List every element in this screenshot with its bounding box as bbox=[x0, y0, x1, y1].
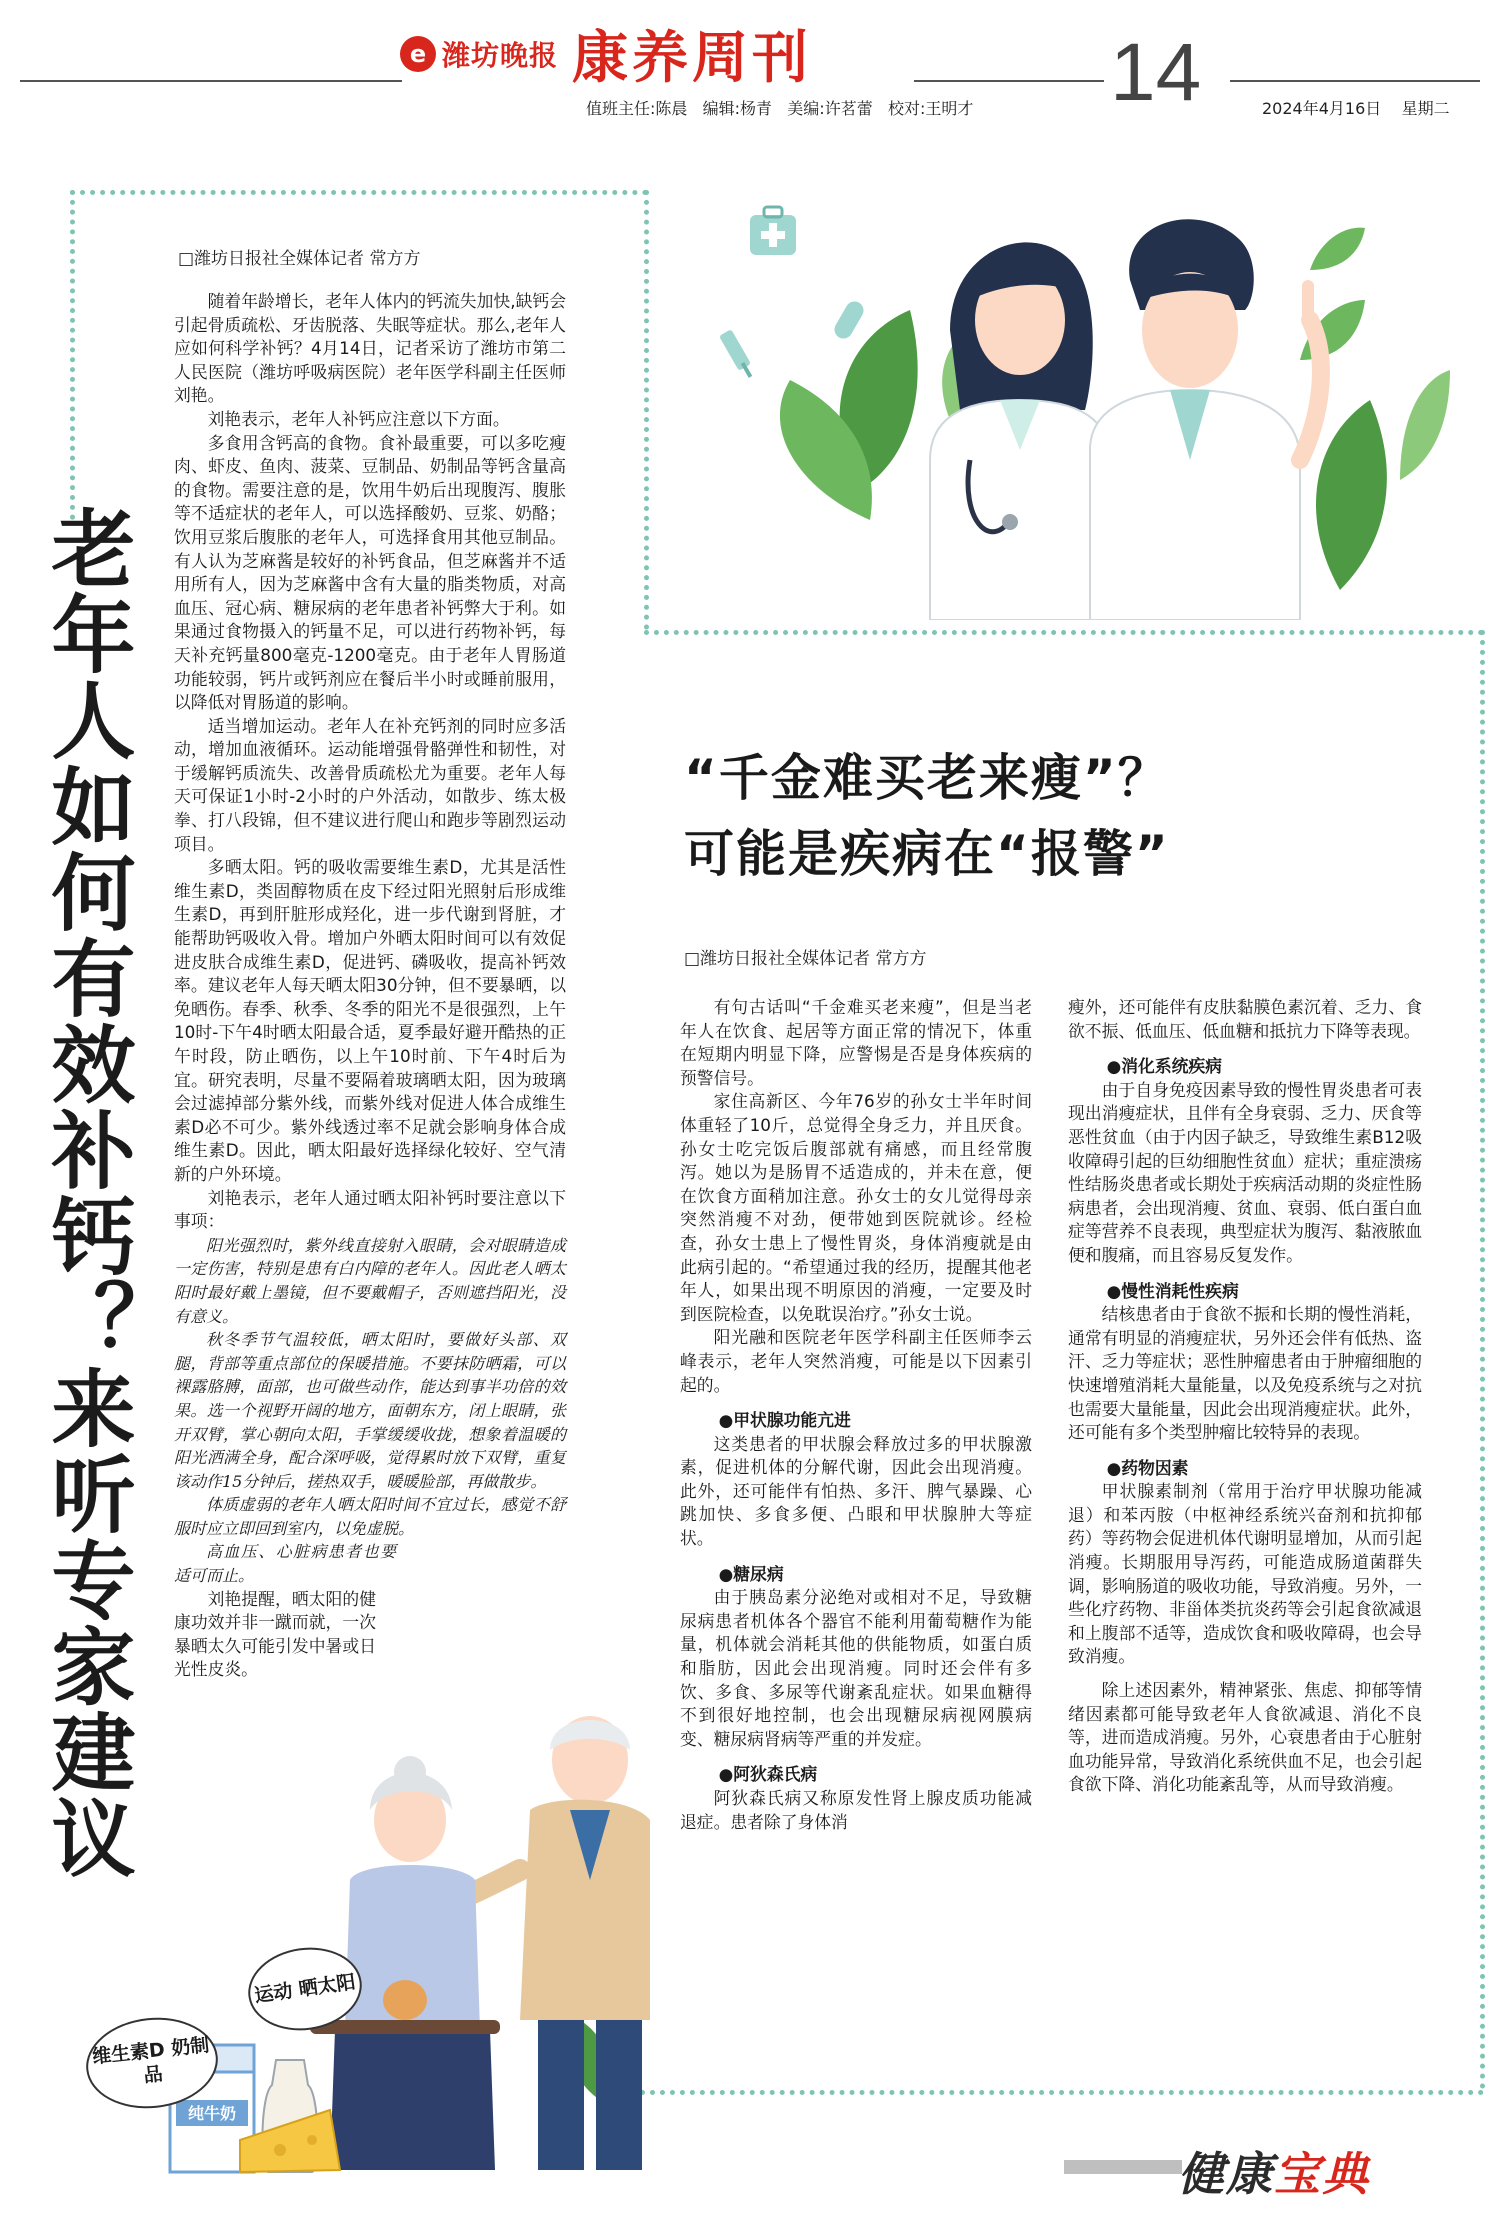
article2-headline-line1: “千金难买老来瘦”？ bbox=[684, 749, 1170, 807]
article1-tip: 阳光强烈时，紫外线直接射入眼睛，会对眼睛造成一定伤害，特别是患有白内障的老年人。因此老人晒太阳时最好戴上墨镜，但不要戴帽子，否则遮挡阳光，没有意义。 bbox=[174, 1235, 566, 1326]
dotted-frame-top bbox=[70, 190, 648, 195]
doctors-illustration bbox=[700, 160, 1460, 620]
masthead-logo bbox=[400, 24, 910, 91]
section-heading: ●阿狄森氏病 bbox=[718, 1764, 818, 1785]
female-doctor-figure bbox=[930, 242, 1110, 620]
article2-headline-line2: 可能是疾病在“报警” bbox=[684, 825, 1170, 883]
footer-brand-health: 健康 bbox=[1178, 2147, 1274, 2201]
article1-closing: 刘艳提醒，晒太阳的健康功效并非一蹴而就，一次暴晒太久可能引发中暑或日光性皮炎。 bbox=[174, 1588, 376, 1680]
page-number: 14 bbox=[1110, 27, 1202, 118]
dotted-frame-left bbox=[70, 190, 75, 520]
section-heading: ●糖尿病 bbox=[718, 1563, 784, 1584]
dotted-frame-article2-top bbox=[644, 630, 1484, 635]
masthead-rule-left bbox=[20, 80, 402, 82]
article1-tip: 秋冬季节气温较低，晒太阳时，要做好头部、双腿，背部等重点部位的保暖措施。不要抹防晒霜，可以裸露胳膊，面部，也可做些动作，能达到事半功倍的效果。选一个视野开阔的地方，面朝东方，闭上眼睛，张开双臂，掌心朝向太阳，手掌缓缓收拢，想象着温暖的阳光洒满全身，配合深呼吸，觉得累时放下双臂，重复该动作15分钟后，搓热双手，暖暖脸部，再做散步。 bbox=[174, 1330, 566, 1491]
article1-title: 老年人如何有效补钙？来听专家建议 bbox=[38, 505, 136, 1881]
article1-body bbox=[174, 290, 566, 1682]
paper-logo-icon: e bbox=[400, 36, 436, 72]
article2-paragraph: 除上述因素外，精神紧张、焦虑、抑郁等情绪因素都可能导致老年人食欲减退、消化不良等，进而造成消瘦。另外，心衰患者由于心脏射血功能异常，导致消化系统供血不足，也会引起食欲下降、消化功能紊乱等，从而导致消瘦。 bbox=[1068, 1680, 1422, 1795]
footer-brand-classic: 宝典 bbox=[1274, 2147, 1370, 2201]
section-heading: ●甲状腺功能亢进 bbox=[718, 1410, 851, 1431]
section-heading: ●消化系统疾病 bbox=[1106, 1056, 1222, 1077]
article2-paragraph: 由于胰岛素分泌绝对或相对不足，导致糖尿病患者机体各个器官不能利用葡萄糖作为能量，机体就会消耗其他的供能物质，如蛋白质和脂肪，因此会出现消瘦。同时还会伴有多饮、多食、多尿等代谢紊乱症状。如果血糖得不到很好地控制，也会出现糖尿病视网膜病变、糖尿病肾病等严重的并发症。 bbox=[680, 1587, 1032, 1749]
dotted-frame-right bbox=[644, 190, 649, 630]
exercise-sun-tag: 运动 晒太阳 bbox=[243, 1940, 367, 2037]
milk-carton-label: 纯牛奶 bbox=[187, 2104, 237, 2123]
masthead-rule-mid bbox=[914, 80, 1104, 82]
issue-date: 2024年4月16日 星期二 bbox=[1262, 99, 1450, 118]
article2-column2 bbox=[1068, 996, 1422, 1797]
masthead-rule-right bbox=[1230, 80, 1480, 82]
staff-credits: 值班主任:陈晨 编辑:杨青 美编:许茗蕾 校对:王明才 bbox=[586, 99, 974, 118]
section-name: 康养周刊 bbox=[572, 25, 813, 91]
first-aid-kit-icon bbox=[750, 207, 796, 255]
article1-tip: 高血压、心脏病患者也要适可而止。 bbox=[174, 1542, 396, 1586]
article2-paragraph: 结核患者由于食欲不振和长期的慢性消耗，通常有明显的消瘦症状，另外还会伴有低热、盗汗、乏力等症状；恶性肿瘤患者由于肿瘤细胞的快速增殖消耗大量能量，以及免疫系统与之对抗也需要大量能量，因此会出现消瘦症状。此外，还可能有多个类型肿瘤比较特异的表现。 bbox=[1068, 1304, 1422, 1443]
article1-paragraph: 适当增加运动。老年人在补充钙剂的同时应多活动，增加血液循环。运动能增强骨骼弹性和韧性，对于缓解钙质流失、改善骨质疏松尤为重要。老年人每天可保证1小时-2小时的户外活动，如散步、练太极拳、打八段锦，但不建议进行爬山和跑步等剧烈运动项目。 bbox=[174, 715, 566, 854]
article1-tip: 体质虚弱的老年人晒太阳时间不宜过长，感觉不舒服时应立即回到室内，以免虚脱。 bbox=[174, 1495, 566, 1538]
syringe-icon bbox=[719, 329, 752, 378]
pill-icon bbox=[831, 298, 867, 342]
article1-byline: □潍坊日报社全媒体记者 常方方 bbox=[178, 249, 421, 269]
article2-paragraph: 甲状腺素制剂（常用于治疗甲状腺功能减退）和苯丙胺（中枢神经系统兴奋剂和抗抑郁药）等药物会促进机体代谢明显增加，从而引起消瘦。长期服用导泻药，可能造成肠道菌群失调，影响肠道的吸收功能，导致消瘦。另外，一些化疗药物、非甾体类抗炎药等会引起食欲减退和上腹部不适等，造成饮食和吸收障碍，也会导致消瘦。 bbox=[1068, 1481, 1422, 1667]
article1-paragraph: 刘艳表示，老年人通过晒太阳补钙时要注意以下事项： bbox=[174, 1187, 566, 1232]
dotted-frame-bottom bbox=[640, 2090, 1484, 2095]
article1-paragraph: 刘艳表示，老年人补钙应注意以下方面。 bbox=[207, 408, 510, 429]
section-heading: ●药物因素 bbox=[1106, 1457, 1189, 1478]
article2-paragraph: 有句古话叫“千金难买老来瘦”，但是当老年人在饮食、起居等方面正常的情况下，体重在短期内明显下降，应警惕是否是身体疾病的预警信号。 bbox=[680, 997, 1032, 1088]
article2-paragraph: 瘦外，还可能伴有皮肤黏膜色素沉着、乏力、食欲不振、低血压、低血糖和抵抗力下降等表现。 bbox=[1068, 997, 1422, 1041]
dotted-frame-article2-right bbox=[1480, 630, 1485, 2090]
section-heading: ●慢性消耗性疾病 bbox=[1106, 1280, 1239, 1301]
article2-paragraph: 家住高新区、今年76岁的孙女士半年时间体重轻了10斤，总觉得全身乏力，并且厌食。孙女士吃完饭后腹部就有痛感，而且经常腹泻。她以为是肠胃不适造成的，并未在意，便在饮食方面稍加注意。孙女士的女儿觉得母亲突然消瘦不对劲，便带她到医院就诊。经检查，孙女士患上了慢性胃炎，身体消瘦就是由此病引起的。“希望通过我的经历，提醒其他老年人，如果出现不明原因的消瘦，一定要及时到医院检查，以免耽误治疗。”孙女士说。 bbox=[680, 1091, 1032, 1324]
article2-paragraph: 由于自身免疫因素导致的慢性胃炎患者可表现出消瘦症状，且伴有全身衰弱、乏力、厌食等恶性贫血（由于内因子缺乏，导致维生素B12吸收障碍引起的巨幼细胞性贫血）症状；重症溃疡性结肠炎患者或长期处于疾病活动期的炎症性肠病患者，会出现消瘦、贫血、衰弱、低白蛋白血症等营养不良表现，典型症状为腹泻、黏液脓血便和腹痛，而且容易反复发作。 bbox=[1068, 1079, 1422, 1265]
article2-paragraph: 这类患者的甲状腺会释放过多的甲状腺激素，促进机体的分解代谢，因此会出现消瘦。此外，还可能伴有怕热、多汗、脾气暴躁、心跳加快、多食多便、凸眼和甲状腺肿大等症状。 bbox=[680, 1433, 1032, 1549]
article2-paragraph: 阿狄森氏病又称原发性肾上腺皮质功能减退症。患者除了身体消 bbox=[680, 1788, 1032, 1832]
elderly-couple-illustration bbox=[80, 1700, 660, 2180]
footer-brand bbox=[1178, 2138, 1370, 2204]
article1-paragraph: 多食用含钙高的食物。食补最重要，可以多吃瘦肉、虾皮、鱼肉、菠菜、豆制品、奶制品等钙含量高的食物。需要注意的是，饮用牛奶后出现腹泻、腹胀等不适症状的老年人，可以选择酸奶、豆浆、奶酪；饮用豆浆后腹胀的老年人，可选择食用其他豆制品。有人认为芝麻酱是较好的补钙食品，但芝麻酱并不适用所有人，因为芝麻酱中含有大量的脂类物质，对高血压、冠心病、糖尿病的老年患者补钙弊大于利。如果通过食物摄入的钙量不足，可以进行药物补钙，每天补充钙量800毫克-1200毫克。由于老年人胃肠道功能较弱，钙片或钙剂应在餐后半小时或睡前服用，以降低对胃肠道的影响。 bbox=[174, 432, 566, 713]
paper-name: 潍坊晚报 bbox=[442, 39, 559, 72]
article2-paragraph: 阳光融和医院老年医学科副主任医师李云峰表示，老年人突然消瘦，可能是以下因素引起的。 bbox=[680, 1327, 1032, 1395]
vitamin-d-tag: 维生素D 奶制品 bbox=[82, 2011, 223, 2114]
footer-decor-bar bbox=[1064, 2160, 1182, 2174]
article1-paragraph: 多晒太阳。钙的吸收需要维生素D，尤其是活性维生素D，类固醇物质在皮下经过阳光照射后形成维生素D，再到肝脏形成羟化，进一步代谢到肾脏，才能帮助钙吸收入骨。增加户外晒太阳时间可以有效促进皮肤合成维生素D，促进钙、磷吸收，提高补钙效率。建议老年人每天晒太阳30分钟，但不要暴晒，以免晒伤。春季、秋季、冬季的阳光不是很强烈，上午10时-下午4时晒太阳最合适，夏季最好避开酷热的正午时段，防止晒伤，以上午10时前、下午4时后为宜。研究表明，尽量不要隔着玻璃晒太阳，因为玻璃会过滤掉部分紫外线，而紫外线对促进人体合成维生素D必不可少。紫外线透过率不足就会影响身体合成维生素D。因此，晒太阳最好选择绿化较好、空气清新的户外环境。 bbox=[174, 857, 566, 1184]
cat-icon bbox=[383, 1980, 427, 2020]
article2-byline: □潍坊日报社全媒体记者 常方方 bbox=[684, 949, 927, 969]
article2-column1 bbox=[680, 996, 1032, 1834]
article1-paragraph: 随着年龄增长，老年人体内的钙流失加快,缺钙会引起骨质疏松、牙齿脱落、失眠等症状。那么,老年人应如何科学补钙？4月14日，记者采访了潍坊市第二人民医院（潍坊呼吸病医院）老年医学科副主任医师刘艳。 bbox=[174, 291, 566, 406]
male-doctor-figure bbox=[1090, 219, 1321, 620]
